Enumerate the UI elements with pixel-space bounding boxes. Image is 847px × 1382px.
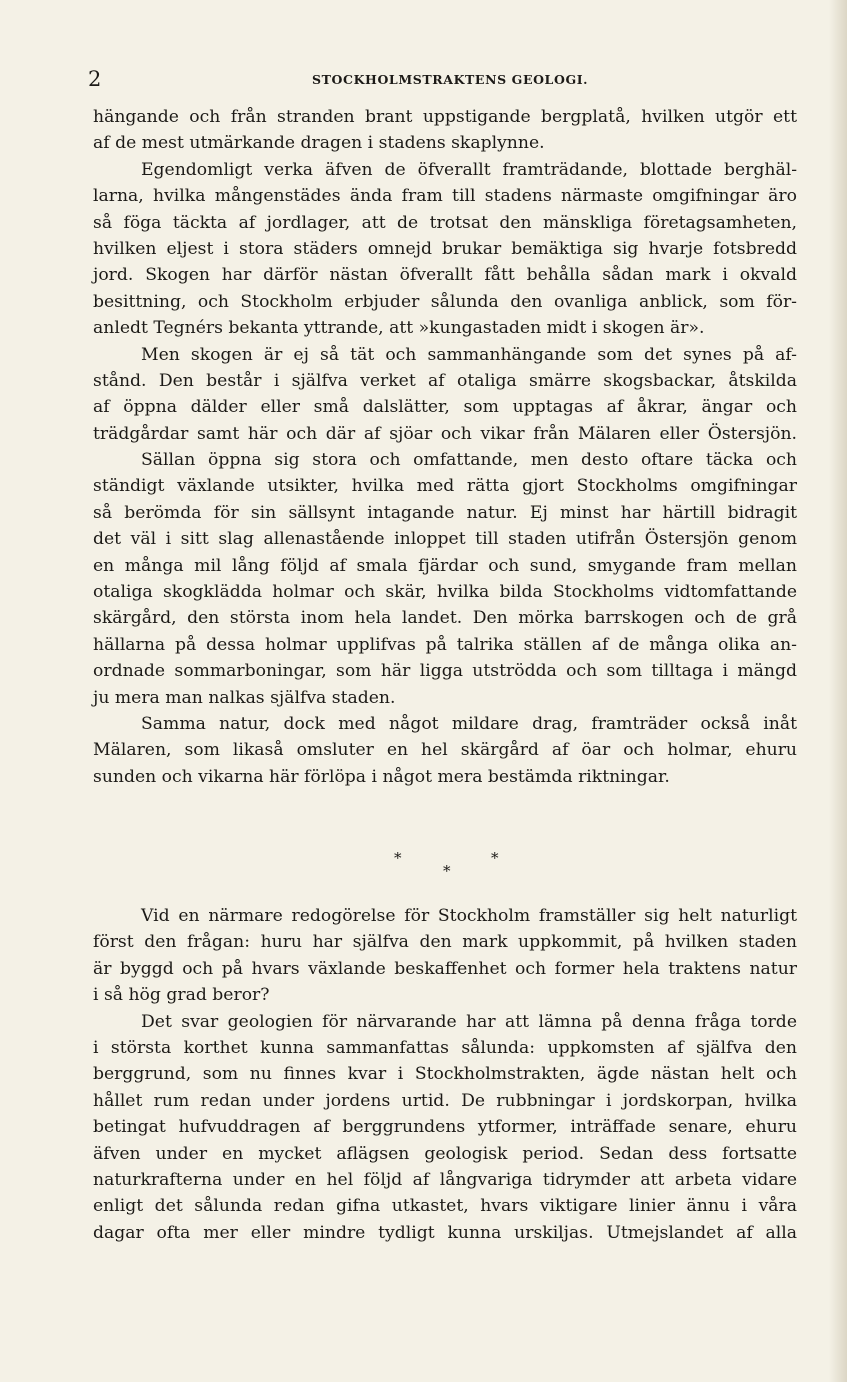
page-header [88,66,728,92]
page-number: 2 [88,67,102,91]
text-line: af de mest utmärkande dragen i stadens skaplynne. [93,133,545,154]
running-title: STOCKHOLMSTRAKTENS GEOLOGI. [312,72,589,87]
text-line: otaliga skogklädda holmar och skär, hvilka bilda Stockholms vidtomfattande [93,582,797,603]
text-line: äfven under en mycket aflägsen geologisk period. Sedan dess fortsatte [93,1143,797,1164]
text-line: Det svar geologien för närvarande har att lämna på denna fråga torde [141,1011,797,1032]
text-line: i största korthet kunna sammanfattas sålunda: uppkomsten af själfva den [93,1037,797,1058]
text-line: trädgårdar samt här och där af sjöar och vikar från Mälaren eller Östersjön. [93,423,797,444]
text-line: är byggd och på hvars växlande beskaffenhet och former hela traktens natur [93,958,797,979]
text-line: besittning, och Stockholm erbjuder sålunda den ovanliga anblick, som för- [93,291,797,312]
text-line: Vid en närmare redogörelse för Stockholm framställer sig helt naturligt [141,906,797,926]
text-line: berggrund, som nu finnes kvar i Stockholmstrakten, ägde nästan helt och [93,1064,797,1085]
text-line: larna, hvilka mångenstädes ända fram till stadens närmaste omgifningar äro [93,186,797,207]
text-line: i så hög grad beror? [93,985,270,1006]
page-edge-shadow [829,0,847,1382]
text-line: sunden och vikarna här förlöpa i något mera bestämda riktningar. [93,766,670,787]
divider-star: * [394,849,402,867]
text-line: en många mil lång följd af smala fjärdar och sund, smygande fram mellan [93,555,797,576]
text-line: jord. Skogen har därför nästan öfverallt fått behålla sådan mark i okvald [93,265,797,286]
text-line: hållet rum redan under jordens urtid. De rubbningar i jordskorpan, hvilka [93,1090,797,1111]
text-line: Sällan öppna sig stora och omfattande, men desto oftare täcka och [141,450,797,471]
text-line: Samma natur, dock med något mildare drag, framträder också inåt [141,713,797,734]
text-line: naturkrafterna under en hel följd af långvariga tidrymder att arbeta vidare [93,1169,797,1190]
text-line: Men skogen är ej så tät och sammanhängande som det synes på af- [141,344,797,365]
divider-star: * [491,849,499,867]
text-line: dagar ofta mer eller mindre tydligt kunna urskiljas. Utmejslandet af alla [93,1222,797,1243]
text-line: ju mera man nalkas själfva staden. [93,687,396,708]
divider-star: * [443,862,451,880]
text-line: betingat hufvuddragen af berggrundens ytformer, inträffade senare, ehuru [93,1117,797,1138]
text-line: skärgård, den största inom hela landet. Den mörka barrskogen och de grå [93,608,797,629]
text-line: hvilken eljest i stora städers omnejd brukar bemäktiga sig hvarje fotsbredd [93,238,797,259]
text-line: så föga täckta af jordlager, att de trotsat den mänskliga företagsamheten, [93,212,797,233]
section-1-text [93,104,797,790]
section-2-text [93,903,797,1246]
text-line: hängande och från stranden brant uppstigande bergplatå, hvilken utgör ett [93,107,797,127]
text-line: först den frågan: huru har själfva den mark uppkommit, på hvilken staden [93,932,797,953]
text-line: ständigt växlande utsikter, hvilka med rätta gjort Stockholms omgifningar [93,476,797,497]
text-line: så berömda för sin sällsynt intagande natur. Ej minst har härtill bidragit [93,502,797,523]
text-line: anledt Tegnérs bekanta yttrande, att »kungastaden midt i skogen är». [93,318,705,339]
text-line: stånd. Den består i själfva verket af otaliga smärre skogsbackar, åtskilda [93,370,797,391]
text-line: Egendomligt verka äfven de öfverallt framträdande, blottade berghäl- [141,159,797,180]
text-line: hällarna på dessa holmar upplifvas på talrika ställen af de många olika an- [93,634,797,655]
text-line: Mälaren, som likaså omsluter en hel skärgård af öar och holmar, ehuru [93,740,797,761]
text-line: det väl i sitt slag allenastående inloppet till staden utifrån Östersjön genom [93,529,797,550]
text-line: af öppna dälder eller små dalslätter, som upptagas af åkrar, ängar och [93,397,797,418]
text-line: enligt det sålunda redan gifna utkastet, hvars viktigare linier ännu i våra [93,1196,797,1217]
text-line: ordnade sommarboningar, som här ligga utströdda och som tilltaga i mängd [93,661,797,682]
